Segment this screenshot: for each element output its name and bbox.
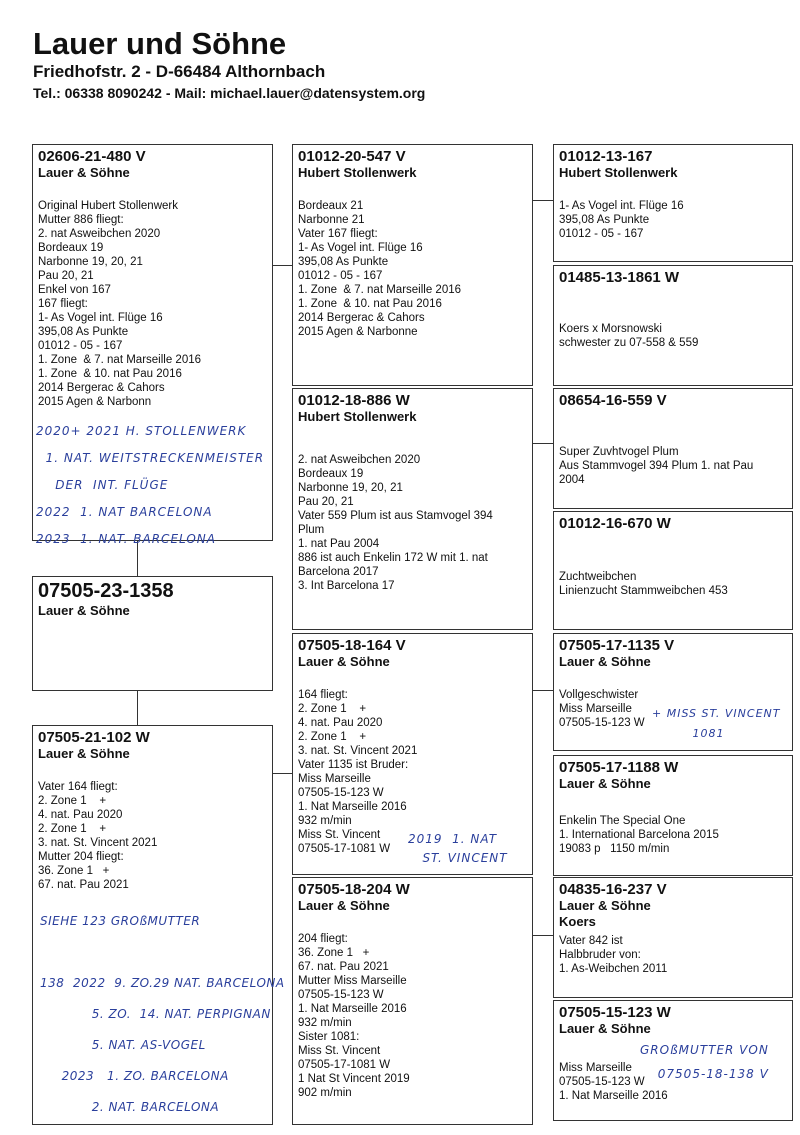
sire-breeder: Lauer & Söhne	[38, 165, 130, 180]
ggp-handwritten-note: GROßMUTTER VON 07505-18-138 V	[640, 1043, 769, 1081]
sire-dam-card	[292, 388, 533, 630]
dam-breeder: Lauer & Söhne	[38, 746, 130, 761]
dam-notes: Vater 164 fliegt: 2. Zone 1 + 4. nat. Pau 2020 2. Zone 1 + 3. nat. St. Vincent 2021 Mutter 204 fliegt: 36. Zone 1 + 67. nat. Pau 2021	[38, 781, 158, 891]
sire-dam-notes: 2. nat Asweibchen 2020 Bordeaux 19 Narbonne 19, 20, 21 Pau 20, 21 Vater 559 Plum ist aus Stamvogel 394 Plum 1. nat Pau 2004 886 ist auch Enkelin 172 W mit 1. nat Barcelona 2017 3. Int Barcelona 17	[298, 454, 493, 592]
ggp-notes: Vollgeschwister Miss Marseille 07505-15-123 W	[559, 689, 645, 729]
dam-sire-breeder: Lauer & Söhne	[298, 654, 390, 669]
ggp-notes: Zuchtweibchen Linienzucht Stammweibchen 453	[559, 571, 728, 597]
ggp-card	[553, 265, 793, 386]
ggp-id: 01012-13-167	[559, 148, 653, 165]
subject-card	[32, 576, 273, 691]
dam-id: 07505-21-102 W	[38, 729, 150, 746]
ggp-notes: Super Zuvhtvogel Plum Aus Stammvogel 394 Plum 1. nat Pau 2004	[559, 446, 754, 486]
address: Friedhofstr. 2 - D-66484 Althornbach	[33, 62, 326, 81]
ggp-card	[553, 144, 793, 262]
sire-sire-card	[292, 144, 533, 386]
sire-id: 02606-21-480 V	[38, 148, 146, 165]
ggp-notes: 1- As Vogel int. Flüge 16 395,08 As Punkte 01012 - 05 - 167	[559, 200, 684, 240]
ggp-breeder: Hubert Stollenwerk	[559, 165, 678, 180]
connector	[137, 690, 138, 725]
ggp-card	[553, 388, 793, 509]
dam-sire-handwritten-note: 2019 1. NAT ST. VINCENT	[408, 832, 508, 865]
ggp-breeder: Lauer & Söhne	[559, 776, 651, 791]
dam-dam-card	[292, 877, 533, 1125]
sire-sire-notes: Bordeaux 21 Narbonne 21 Vater 167 fliegt: 1- As Vogel int. Flüge 16 395,08 As Punkte 01012 - 05 - 167 1. Zone & 7. nat Marseille 2016 1. Zone & 10. nat Pau 2016 2014 Bergerac & Cahors 2015 Agen & Narbonne	[298, 200, 462, 338]
ggp-notes: Enkelin The Special One 1. International Barcelona 2015 19083 p 1150 m/min	[559, 815, 719, 855]
dam-dam-id: 07505-18-204 W	[298, 881, 410, 898]
subject-id: 07505-23-1358	[38, 580, 174, 602]
contact-line: Tel.: 06338 8090242 - Mail: michael.lauer@datensystem.org	[33, 85, 426, 101]
ggp-notes: Miss Marseille 07505-15-123 W 1. Nat Marseille 2016	[559, 1062, 668, 1102]
connector	[532, 935, 554, 936]
connector	[532, 443, 554, 444]
subject-breeder: Lauer & Söhne	[38, 603, 130, 618]
ggp-id: 04835-16-237 V	[559, 881, 667, 898]
ggp-breeder: Lauer & Söhne	[559, 1021, 651, 1036]
ggp-card	[553, 755, 793, 876]
ggp-notes: Vater 842 ist Halbbruder von: 1. As-Weibchen 2011	[559, 935, 668, 975]
ggp-id: 08654-16-559 V	[559, 392, 667, 409]
connector	[532, 690, 554, 691]
ggp-card	[553, 511, 793, 630]
sire-handwritten-note: 2020+ 2021 H. STOLLENWERK 1. NAT. WEITSTRECKENMEISTER DER INT. FLÜGE 2022 1. NAT BARCELONA 2023 1. NAT. BARCELONA	[36, 424, 265, 546]
dam-handwritten-note: SIEHE 123 GROßMUTTER 138 2022 9. ZO.29 NAT. BARCELONA 5. ZO. 14. NAT. PERPIGNAN 5. NAT. AS-VOGEL 2023 1. ZO. BARCELONA 2. NAT. BARCELONA	[40, 914, 285, 1114]
connector	[532, 200, 554, 201]
ggp-breeder: Lauer & Söhne Koers	[559, 898, 651, 929]
ggp-id: 01012-16-670 W	[559, 515, 671, 532]
ggp-notes: Koers x Morsnowski schwester zu 07-558 & 559	[559, 323, 699, 349]
dam-dam-notes: 204 fliegt: 36. Zone 1 + 67. nat. Pau 2021 Mutter Miss Marseille 07505-15-123 W 1. Nat Marseille 2016 932 m/min Sister 1081: Miss St. Vincent 07505-17-1081 W 1 Nat St Vincent 2019 902 m/min	[298, 933, 410, 1099]
page-title: Lauer und Söhne	[33, 26, 287, 61]
ggp-id: 07505-17-1135 V	[559, 637, 675, 654]
connector	[272, 773, 293, 774]
ggp-handwritten-note: + MISS ST. VINCENT 1081	[652, 707, 781, 740]
ggp-breeder: Lauer & Söhne	[559, 654, 651, 669]
sire-dam-breeder: Hubert Stollenwerk	[298, 409, 417, 424]
connector	[272, 265, 293, 266]
ggp-card	[553, 877, 793, 998]
sire-dam-id: 01012-18-886 W	[298, 392, 410, 409]
ggp-id: 01485-13-1861 W	[559, 269, 680, 286]
ggp-id: 07505-17-1188 W	[559, 759, 679, 776]
sire-sire-breeder: Hubert Stollenwerk	[298, 165, 417, 180]
dam-sire-notes: 164 fliegt: 2. Zone 1 + 4. nat. Pau 2020 2. Zone 1 + 3. nat. St. Vincent 2021 Vater 1135 ist Bruder: Miss Marseille 07505-15-123 W 1. Nat Marseille 2016 932 m/min Miss St. Vincent 07505-17-1081 W	[298, 689, 418, 855]
sire-sire-id: 01012-20-547 V	[298, 148, 406, 165]
ggp-id: 07505-15-123 W	[559, 1004, 671, 1021]
dam-sire-id: 07505-18-164 V	[298, 637, 406, 654]
sire-notes: Original Hubert Stollenwerk Mutter 886 fliegt: 2. nat Asweibchen 2020 Bordeaux 19 Narbonne 19, 20, 21 Pau 20, 21 Enkel von 167 167 fliegt: 1- As Vogel int. Flüge 16 395,08 As Punkte 01012 - 05 - 167 1. Zone & 7. nat Marseille 2016 1. Zone & 10. nat Pau 2016 2014 Bergerac & Cahors 2015 Agen & Narbonn	[38, 200, 202, 408]
dam-dam-breeder: Lauer & Söhne	[298, 898, 390, 913]
